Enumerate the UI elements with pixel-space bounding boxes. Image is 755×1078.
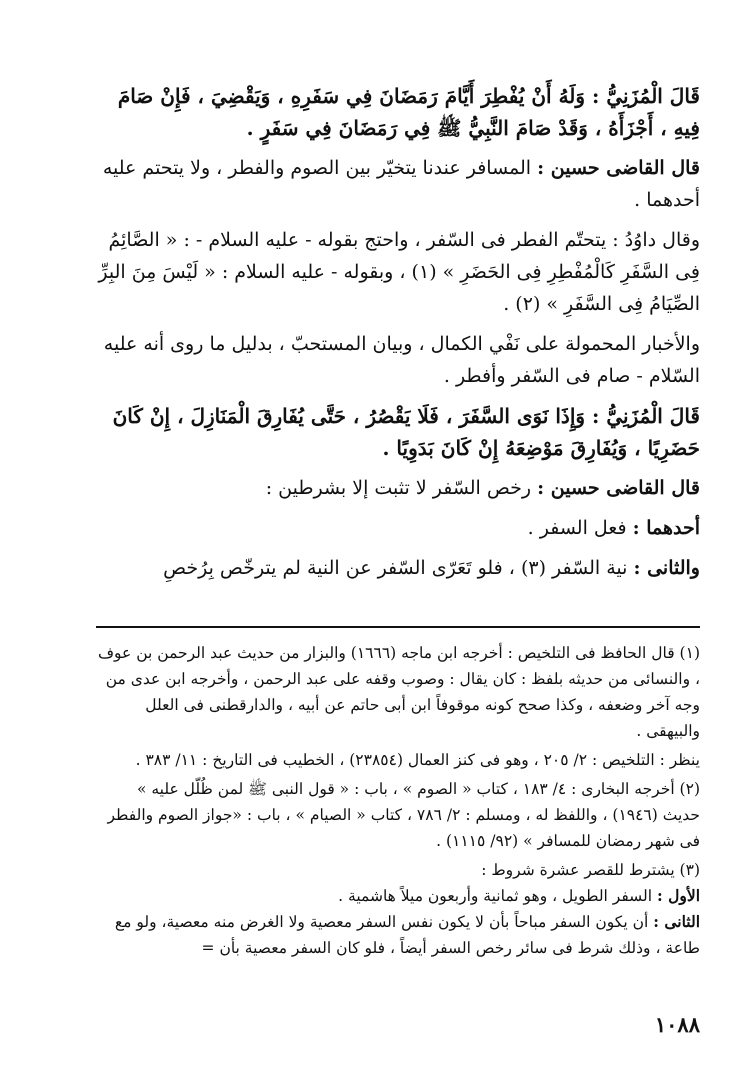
footnote-label: الثانى : — [653, 912, 700, 931]
akhbar-paragraph: والأخبار المحمولة على نَفْي الكمال ، وبيان المستحبّ ، بدليل ما روى أنه عليه السّلام - صام فى السّفر وأفطر . — [103, 333, 700, 387]
dawud-paragraph: وقال داوُدُ : يتحتّم الفطر فى السّفر ، واحتج بقوله - عليه السلام - : « الصَّائِمُ فِى السَّفَرِ كَالْمُفْطِرِ فِى الحَضَرِ » (١) ، وبقوله - عليه السلام : « لَيْسَ مِنَ البِرِّ الصِّيَامُ فِى السَّفَرِ » (٢) . — [98, 229, 700, 315]
commentary-text: المسافر عندنا يتخيّر بين الصوم والفطر ، ولا يتحتم عليه أحدهما . — [102, 157, 700, 211]
condition-two — [96, 552, 700, 584]
footnote-text: السفر الطويل ، وهو ثمانية وأربعون ميلاً هاشمية . — [338, 887, 653, 905]
footnote-label: الأول : — [656, 886, 700, 905]
condition-text: فعل السفر . — [527, 517, 627, 539]
speaker-label: قال القاضى حسين : — [537, 157, 700, 179]
speaker-label: قال القاضى حسين : — [537, 477, 700, 499]
footnote-2: (٢) أخرجه البخارى : ٤/ ١٨٣ ، كتاب « الصوم » ، باب : « قول النبى ﷺ لمن ظُلّل عليه » حديث (١٩٤٦) ، واللفظ له ، ومسلم : ٢/ ٧٨٦ ، كتاب « الصيام » ، باب : «جواز الصوم والفطر فى شهر رمضان للمسافر » (٩٢/ ١١١٥) . — [107, 780, 700, 850]
condition-label: أحدهما : — [632, 517, 700, 539]
condition-text: نية السّفر (٣) ، فلو تَعَرّى السّفر عن النية لم يترخّص بِرُخصِ — [163, 557, 628, 579]
footnote-3-second — [96, 909, 700, 961]
commentary-paragraph — [96, 152, 700, 216]
commentary-text: رخص السّفر لا تثبت إلا بشرطين : — [265, 477, 532, 499]
footnote-3: (٣) يشترط للقصر عشرة شروط : — [481, 861, 700, 879]
main-text — [96, 80, 700, 584]
condition-label: والثانى : — [633, 557, 700, 579]
quote-muzani-fasting: قَالَ الْمُزَنِيُّ : وَلَهُ أَنْ يُفْطِرَ أَيَّامَ رَمَضَانَ فِي سَفَرِهِ ، وَيَقْضِيَ ، فَإِنْ صَامَ فِيهِ ، أَجْزَأَهُ ، وَقَدْ صَامَ النَّبِيُّ ﷺ فِي رَمَضَانَ فِي سَفَرٍ . — [117, 84, 700, 140]
condition-one — [96, 512, 700, 544]
footnotes — [96, 640, 700, 961]
footnote-3-first — [96, 883, 700, 909]
footnote-1: (١) قال الحافظ فى التلخيص : أخرجه ابن ماجه (١٦٦٦) والبزار من حديث عبد الرحمن بن عوف ، والنسائى من حديثه بلفظ : كان يقال : وصوب وقفه على عبد الرحمن ، وأخرجه ابن عدى من وجه آخر وضعفه ، وكذا صحح كونه موقوفاً ابن أبى حاتم عن أبيه ، والدارقطنى فى العلل والبيهقى . — [97, 644, 700, 740]
page-number: ١٠٨٨ — [654, 1012, 700, 1037]
footnote-divider — [96, 626, 700, 628]
footnote-1-reference: ينظر : التلخيص : ٢/ ٢٠٥ ، وهو فى كنز العمال (٢٣٨٥٤) ، الخطيب فى التاريخ : ١١/ ٣٨٣ . — [135, 751, 700, 769]
commentary-paragraph-2 — [96, 472, 700, 504]
quote-muzani-travel: قَالَ الْمُزَنِيُّ : وَإِذَا نَوَى السَّفَرَ ، فَلَا يَقْصُرُ ، حَتَّى يُفَارِقَ الْمَنَازِلَ ، إِنْ كَانَ حَضَرِيًا ، وَيُفَارِقَ مَوْضِعَهُ إِنْ كَانَ بَدَوِيًا . — [112, 404, 700, 460]
footnote-text: أن يكون السفر مباحاً بأن لا يكون نفس السفر معصية ولا الغرض منه معصية، ولو مع طاعة ، وذلك شرط فى سائر رخص السفر أيضاً ، فلو كان السفر معصية بأن = — [114, 913, 700, 957]
